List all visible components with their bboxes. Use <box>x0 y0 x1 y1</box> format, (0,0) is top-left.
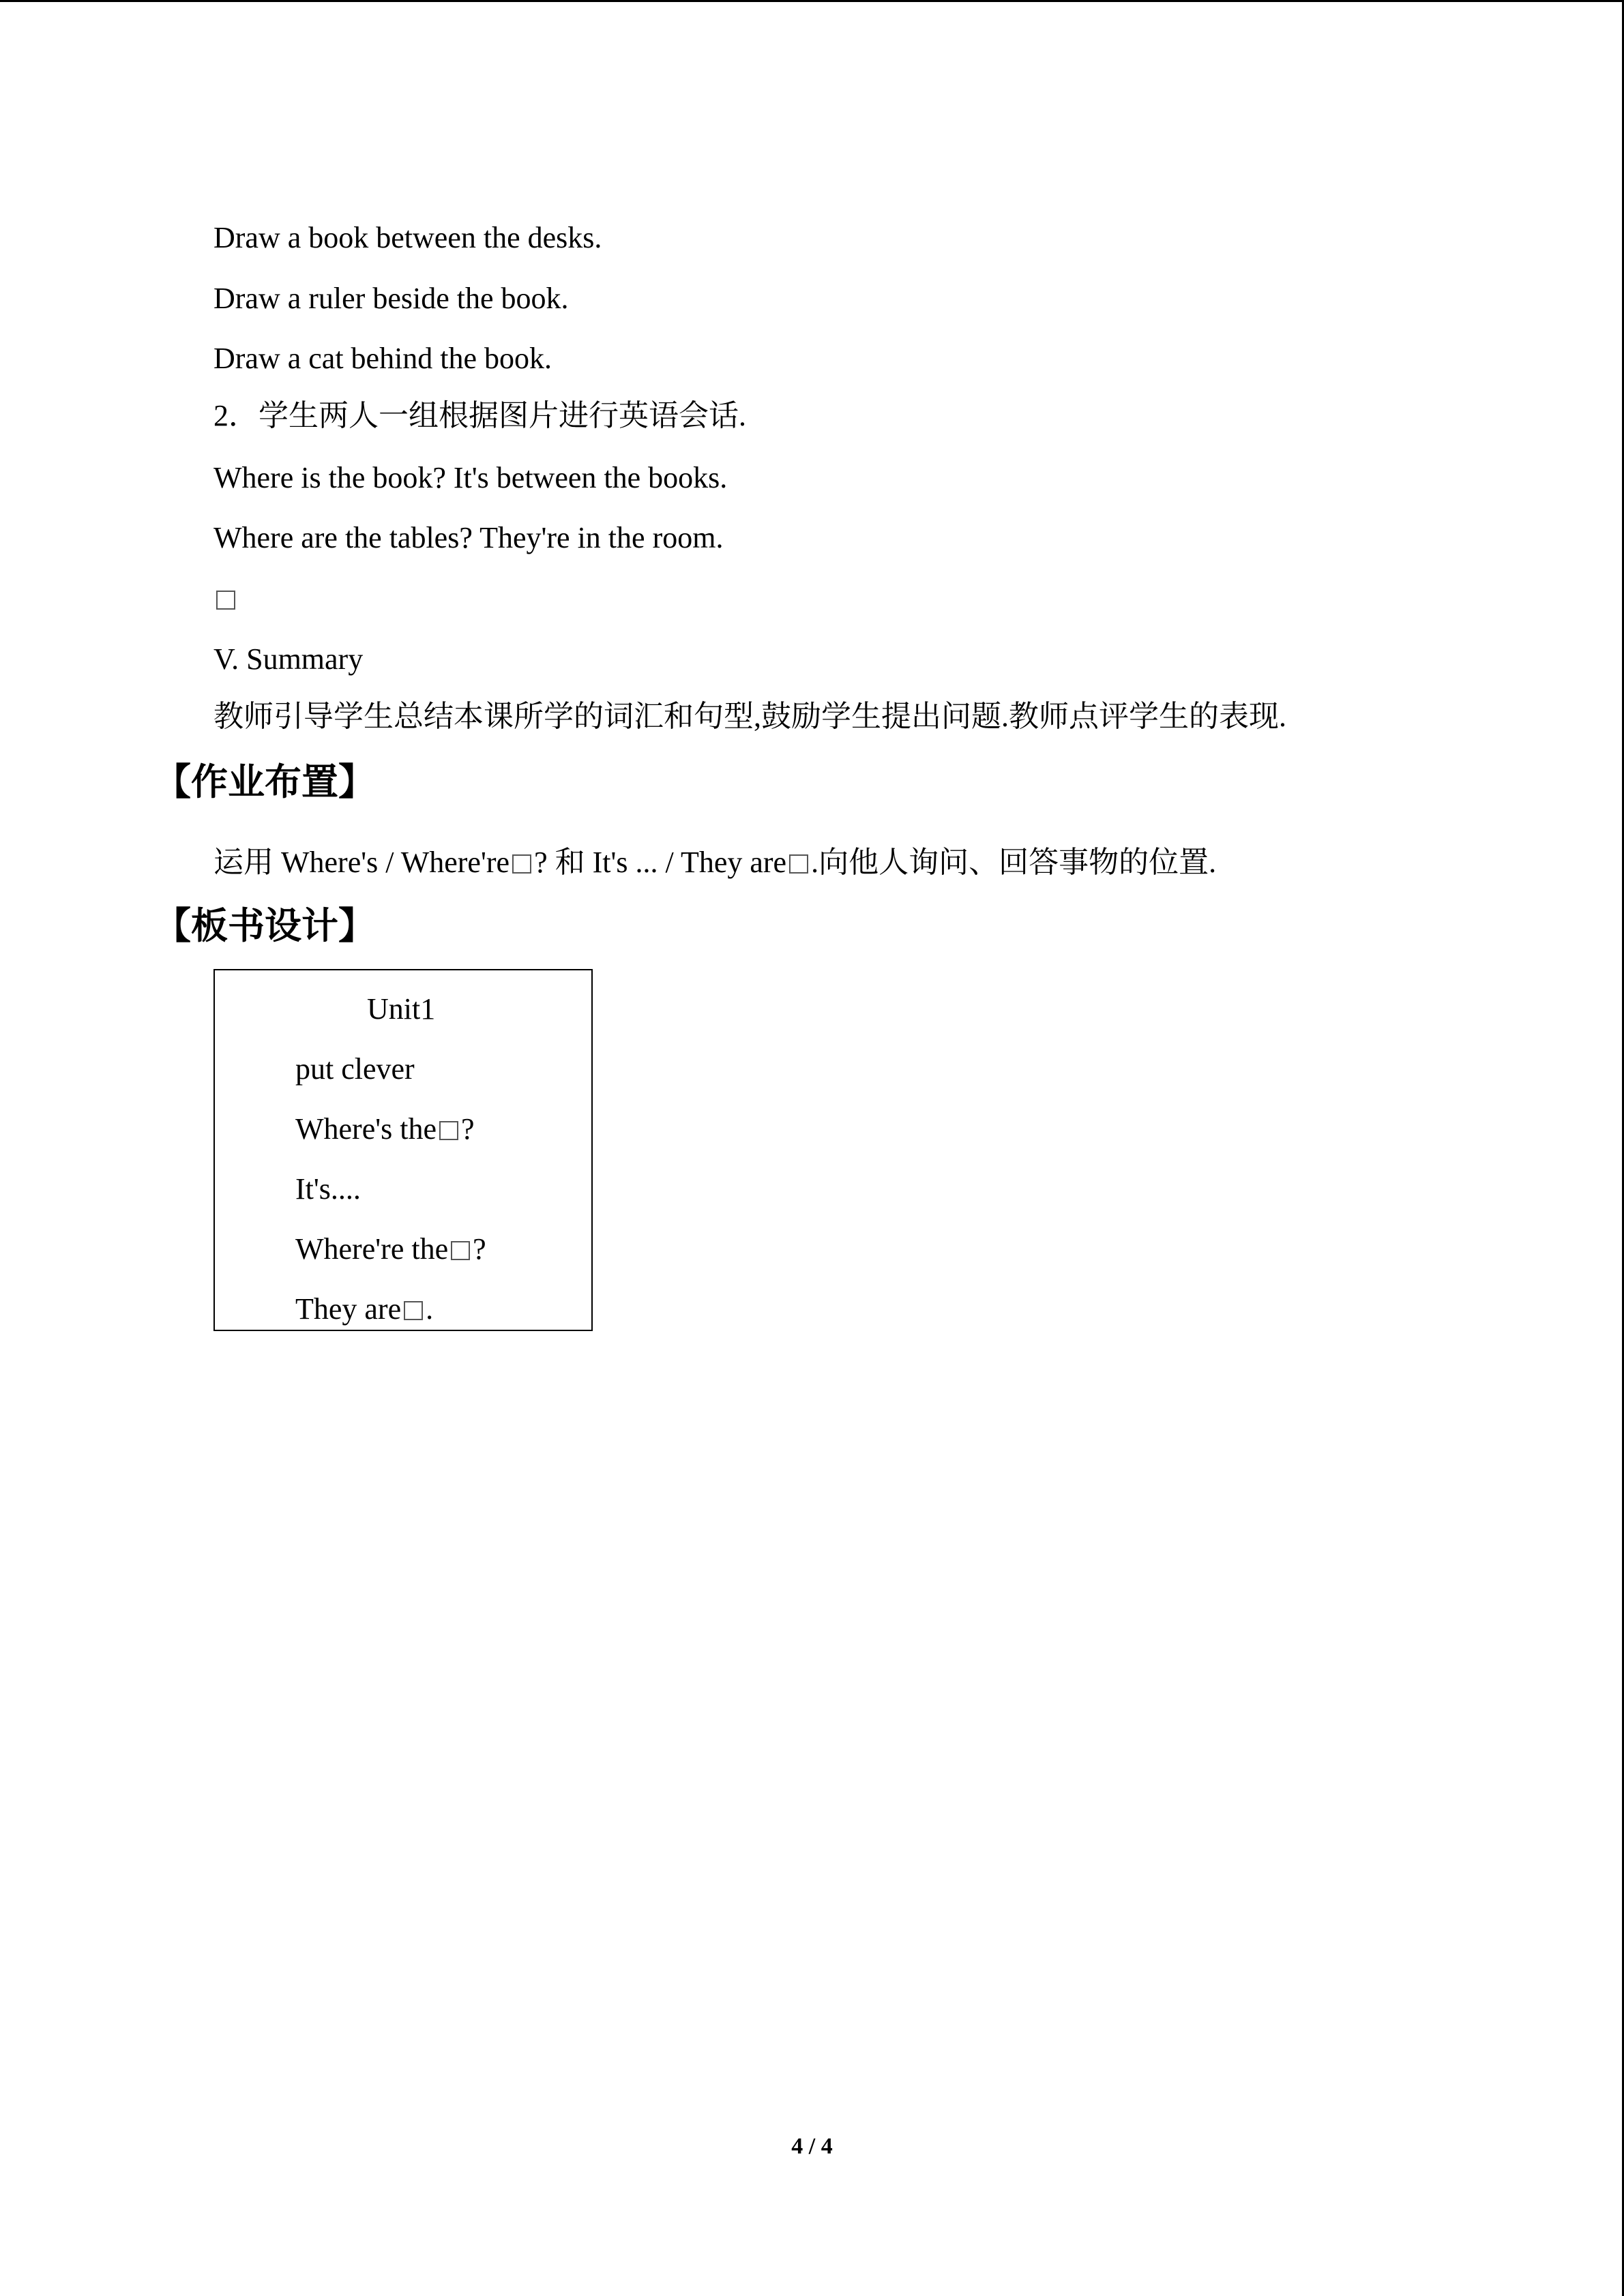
text-line-where-book: Where is the book? It's between the books. <box>213 461 728 494</box>
board-question-1-mark: ? <box>461 1112 475 1146</box>
board-question-1 <box>295 1109 475 1150</box>
placeholder-box-icon <box>439 1121 458 1140</box>
placeholder-box-icon <box>512 854 531 874</box>
summary-text: 教师引导学生总结本课所学的词汇和句型,鼓励学生提出问题.教师点评学生的表现. <box>213 700 1286 733</box>
board-question-2 <box>295 1229 486 1270</box>
page-number: 4 / 4 <box>791 2134 833 2159</box>
placeholder-box-icon <box>789 854 808 874</box>
text-line-pair-dialogue: 2．学生两人一组根据图片进行英语会话. <box>213 399 746 432</box>
board-design-box <box>213 969 593 1331</box>
placeholder-box-icon <box>451 1241 470 1260</box>
text-line-draw-ruler: Draw a ruler beside the book. <box>213 282 569 315</box>
board-answer-2-text: They are <box>295 1292 402 1326</box>
text-line-where-tables: Where are the tables? They're in the room. <box>213 521 724 554</box>
homework-text-part1: 运用 Where's / Where're <box>213 846 510 879</box>
board-question-2-mark: ? <box>473 1232 486 1266</box>
board-words: put clever <box>295 1052 415 1086</box>
board-answer-2-mark: . <box>426 1292 434 1326</box>
placeholder-box-line <box>213 578 238 619</box>
homework-text-part2: ? 和 It's ... / They are <box>534 846 787 879</box>
placeholder-box-icon <box>216 591 235 610</box>
summary-heading: V. Summary <box>213 642 364 676</box>
board-design-heading: 【板书设计】 <box>154 904 375 947</box>
text-line-draw-book: Draw a book between the desks. <box>213 221 602 254</box>
homework-heading: 【作业布置】 <box>154 760 375 803</box>
homework-text-part3: .向他人询问、回答事物的位置. <box>811 846 1217 879</box>
board-question-2-text: Where're the <box>295 1232 449 1266</box>
board-title: Unit1 <box>367 992 436 1026</box>
board-answer-1: It's.... <box>295 1172 361 1206</box>
board-answer-2 <box>295 1289 433 1330</box>
homework-text <box>213 842 1216 883</box>
placeholder-box-icon <box>404 1301 423 1320</box>
text-line-draw-cat: Draw a cat behind the book. <box>213 342 552 375</box>
board-question-1-text: Where's the <box>295 1112 437 1146</box>
